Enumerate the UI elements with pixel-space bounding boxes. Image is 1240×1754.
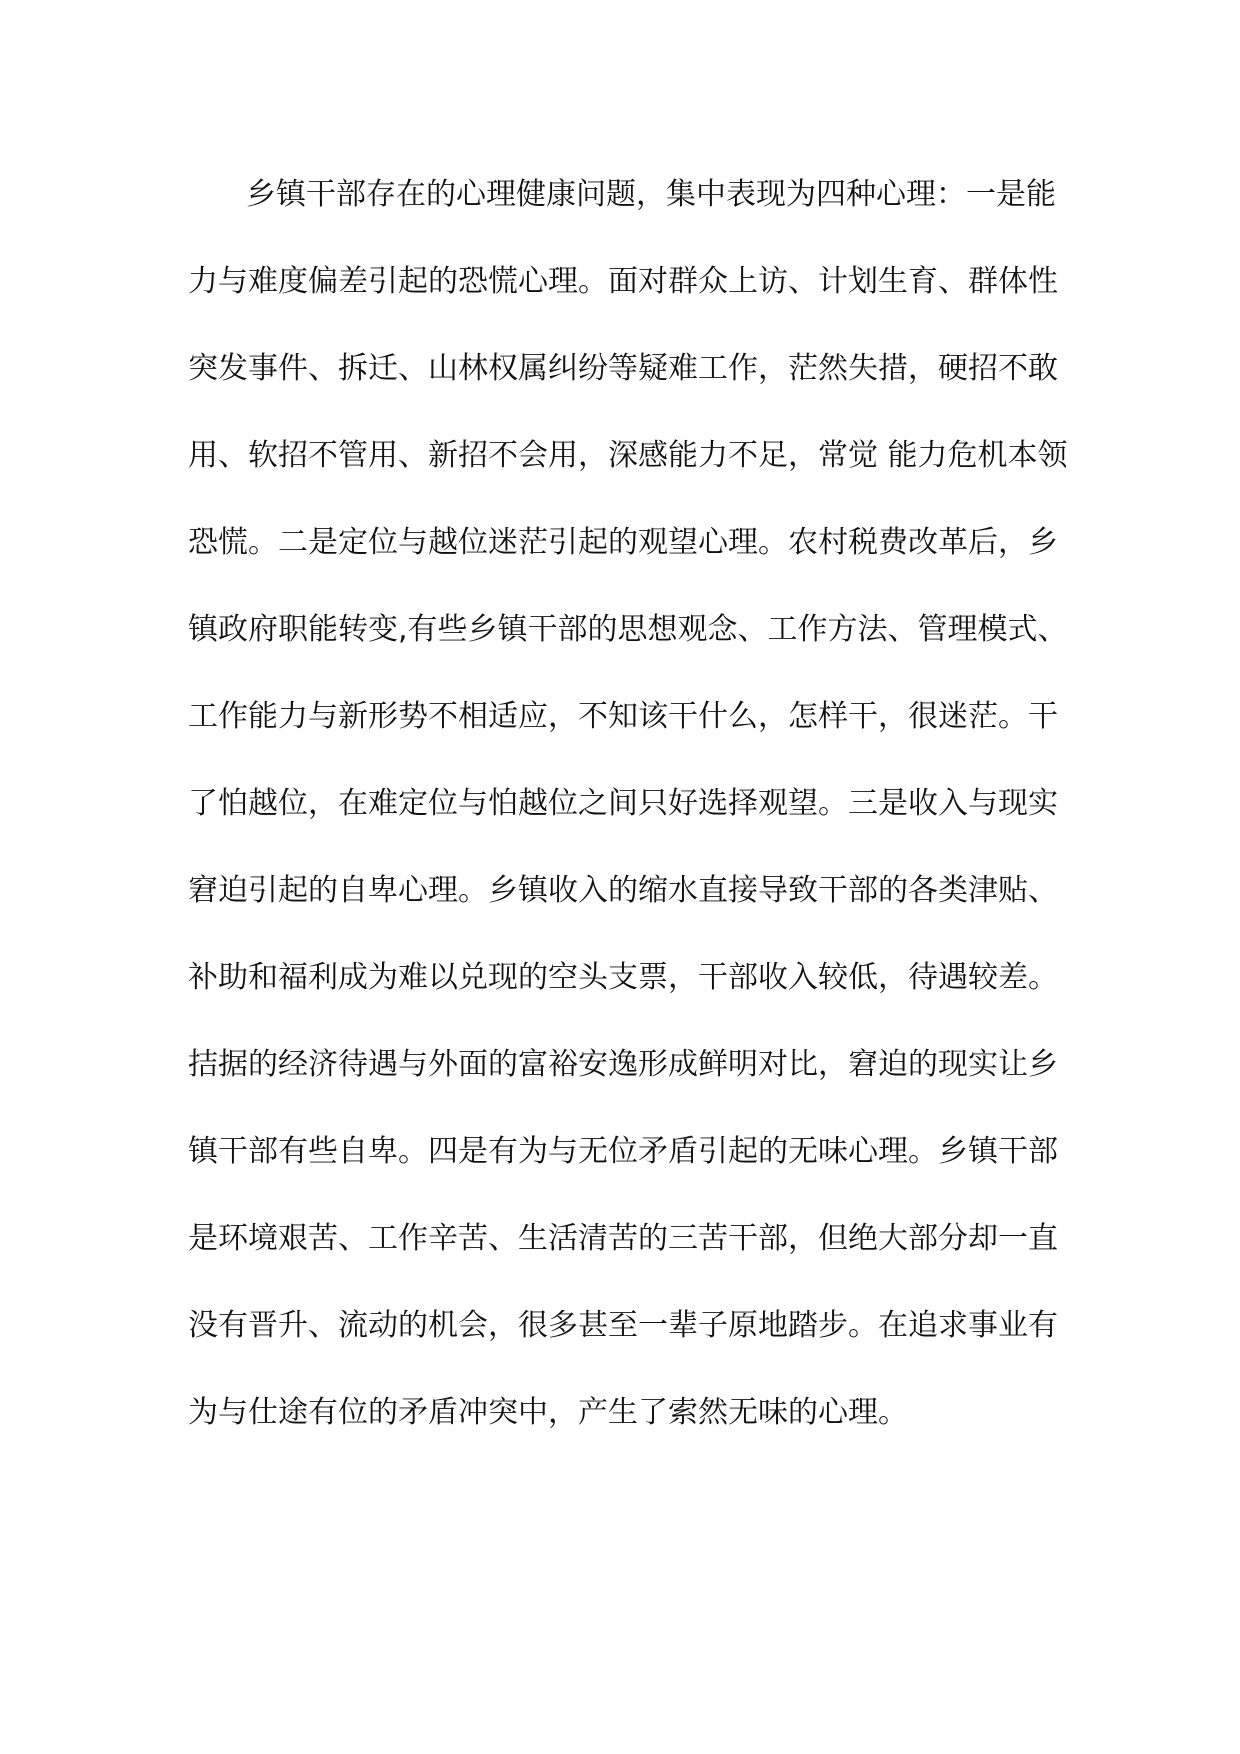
paragraph-line: 镇政府职能转变,有些乡镇干部的思想观念、工作方法、管理模式、 <box>188 612 1068 647</box>
paragraph-line: 突发事件、拆迁、山林权属纠纷等疑难工作，茫然失措，硬招不敢 <box>188 351 1058 386</box>
paragraph-line: 为与仕途有位的矛盾冲突中，产生了索然无味的心理。 <box>188 1395 908 1430</box>
paragraph-line: 拮据的经济待遇与外面的富裕安逸形成鲜明对比，窘迫的现实让乡 <box>188 1047 1058 1082</box>
paragraph-line: 了怕越位，在难定位与怕越位之间只好选择观望。三是收入与现实 <box>188 786 1058 821</box>
paragraph-line: 是环境艰苦、工作辛苦、生活清苦的三苦干部，但绝大部分却一直 <box>188 1221 1058 1256</box>
paragraph-line: 镇干部有些自卑。四是有为与无位矛盾引起的无味心理。乡镇干部 <box>188 1134 1058 1169</box>
paragraph-line: 用、软招不管用、新招不会用，深感能力不足，常觉 能力危机本领 <box>188 438 1068 473</box>
paragraph-line: 工作能力与新形势不相适应，不知该干什么，怎样干，很迷茫。干 <box>188 699 1058 734</box>
paragraph-line: 补助和福利成为难以兑现的空头支票，干部收入较低，待遇较差。 <box>188 960 1058 995</box>
paragraph-line: 没有晋升、流动的机会，很多甚至一辈子原地踏步。在追求事业有 <box>188 1308 1058 1343</box>
paragraph-line: 恐慌。二是定位与越位迷茫引起的观望心理。农村税费改革后，乡 <box>188 525 1058 560</box>
paragraph-line: 窘迫引起的自卑心理。乡镇收入的缩水直接导致干部的各类津贴、 <box>188 873 1058 908</box>
paragraph-line: 乡镇干部存在的心理健康问题，集中表现为四种心理：一是能 <box>246 177 1056 212</box>
paragraph-line: 力与难度偏差引起的恐慌心理。面对群众上访、计划生育、群体性 <box>188 264 1058 299</box>
